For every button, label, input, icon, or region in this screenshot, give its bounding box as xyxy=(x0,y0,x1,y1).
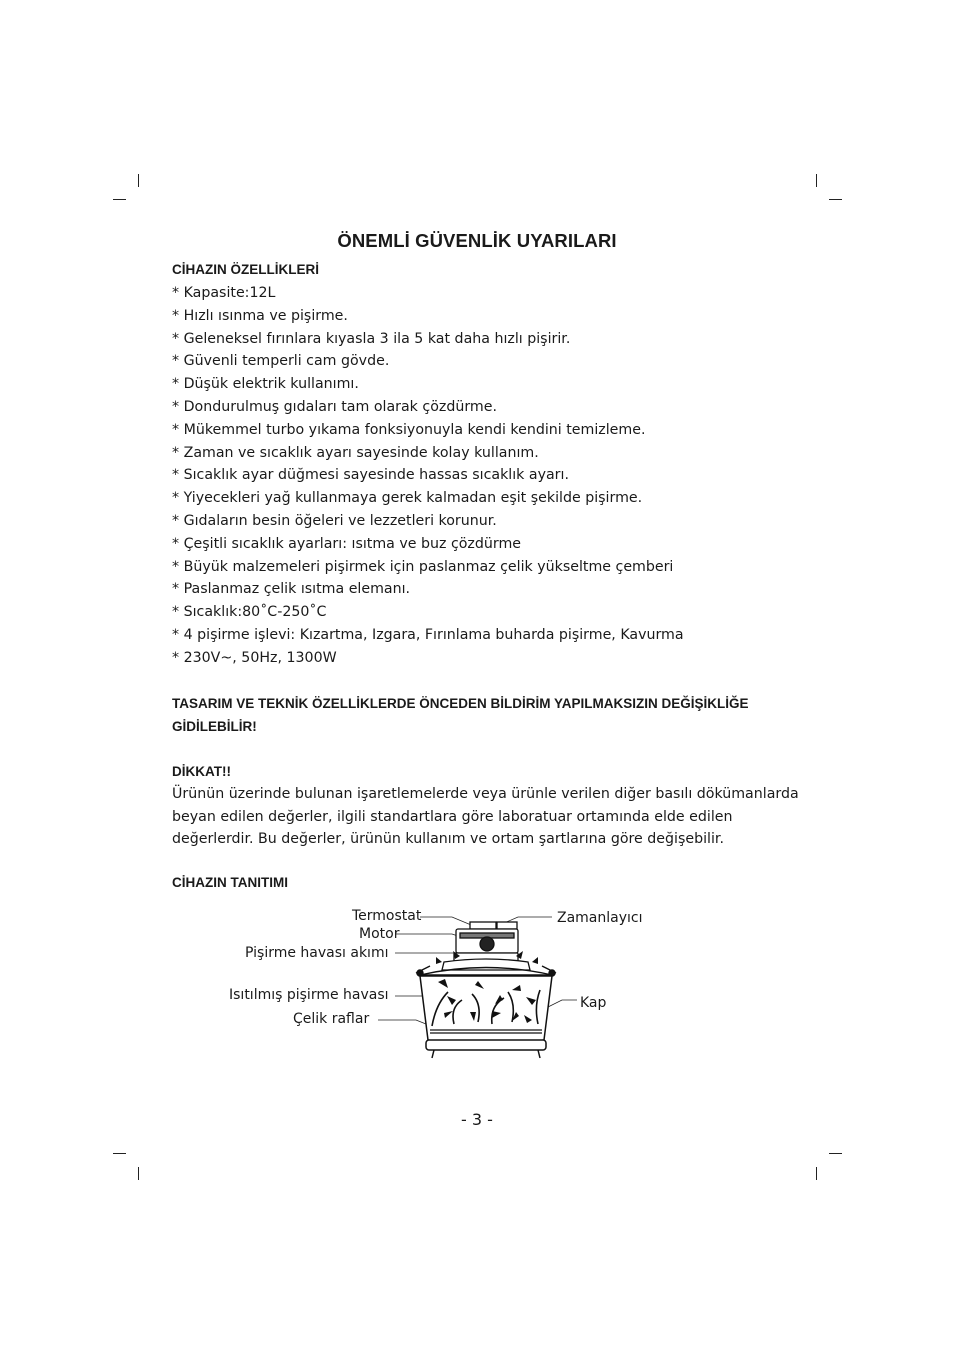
crop-mark xyxy=(829,1153,842,1154)
list-item: * 230V~, 50Hz, 1300W xyxy=(172,649,337,666)
list-item: * Geleneksel fırınlara kıyasla 3 ila 5 kat daha hızlı pişirir. xyxy=(172,330,571,347)
list-item: * Çeşitli sıcaklık ayarları: ısıtma ve buz çözdürme xyxy=(172,535,522,552)
list-item: * Sıcaklık ayar düğmesi sayesinde hassas sıcaklık ayarı. xyxy=(172,467,569,484)
label-steel-racks: Çelik raflar xyxy=(293,1011,370,1027)
features-list xyxy=(172,282,792,670)
paragraph-line: beyan edilen değerler, ilgili standartlara göre laboratuar ortamında elde edilen xyxy=(172,808,733,825)
crop-mark xyxy=(138,1167,139,1180)
crop-mark xyxy=(816,1167,817,1180)
label-motor: Motor xyxy=(359,926,400,942)
list-item: * Paslanmaz çelik ısıtma elemanı. xyxy=(172,581,411,598)
list-item: * Kapasite:12L xyxy=(172,285,276,301)
crop-mark xyxy=(113,1153,126,1154)
label-thermostat: Termostat xyxy=(352,908,422,924)
paragraph-line: Ürünün üzerinde bulunan işaretlemelerde veya ürünle verilen diğer basılı dökümanlarda xyxy=(172,786,799,802)
list-item: * Gıdaların besin öğeleri ve lezzetleri korunur. xyxy=(172,512,497,529)
notice-heading xyxy=(172,692,802,738)
label-airflow: Pişirme havası akımı xyxy=(245,945,389,961)
label-bowl: Kap xyxy=(580,995,607,1011)
list-item: * Yiyecekleri yağ kullanmaya gerek kalmadan eşit şekilde pişirme. xyxy=(172,490,643,507)
page-number: - 3 - xyxy=(461,1110,493,1129)
list-item: * Mükemmel turbo yıkama fonksiyonuyla kendi kendini temizleme. xyxy=(172,421,646,438)
device-diagram xyxy=(220,900,680,1070)
crop-mark xyxy=(816,174,817,187)
crop-mark xyxy=(829,199,842,200)
crop-mark xyxy=(113,199,126,200)
device-heading: CİHAZIN TANITIMI xyxy=(172,875,288,890)
list-item: * Düşük elektrik kullanımı. xyxy=(172,376,359,393)
page-title: ÖNEMLİ GÜVENLİK UYARILARI xyxy=(337,230,617,251)
label-timer: Zamanlayıcı xyxy=(557,910,643,926)
list-item: * Güvenli temperli cam gövde. xyxy=(172,353,390,370)
warning-heading: DİKKAT!! xyxy=(172,764,231,779)
features-heading: CİHAZIN ÖZELLİKLERİ xyxy=(172,262,319,277)
notice-line: TASARIM VE TEKNİK ÖZELLİKLERDE ÖNCEDEN BİLDİRİM YAPILMAKSIZIN DEĞİŞİKLİĞE xyxy=(172,696,749,711)
label-heated-air: Isıtılmış pişirme havası xyxy=(229,987,389,1003)
list-item: * Büyük malzemeleri pişirmek için paslanmaz çelik yükseltme çemberi xyxy=(172,558,674,575)
paragraph-line: değerlerdir. Bu değerler, ürünün kullanım ve ortam şartlarına göre değişebilir. xyxy=(172,831,724,848)
notice-line: GİDİLEBİLİR! xyxy=(172,719,257,734)
list-item: * Zaman ve sıcaklık ayarı sayesinde kolay kullanım. xyxy=(172,444,539,461)
list-item: * Hızlı ısınma ve pişirme. xyxy=(172,307,348,324)
list-item: * 4 pişirme işlevi: Kızartma, Izgara, Fırınlama buharda pişirme, Kavurma xyxy=(172,626,684,643)
warning-paragraph xyxy=(172,783,797,851)
list-item: * Dondurulmuş gıdaları tam olarak çözdürme. xyxy=(172,398,497,415)
list-item: * Sıcaklık:80˚C-250˚C xyxy=(172,604,327,621)
crop-mark xyxy=(138,174,139,187)
